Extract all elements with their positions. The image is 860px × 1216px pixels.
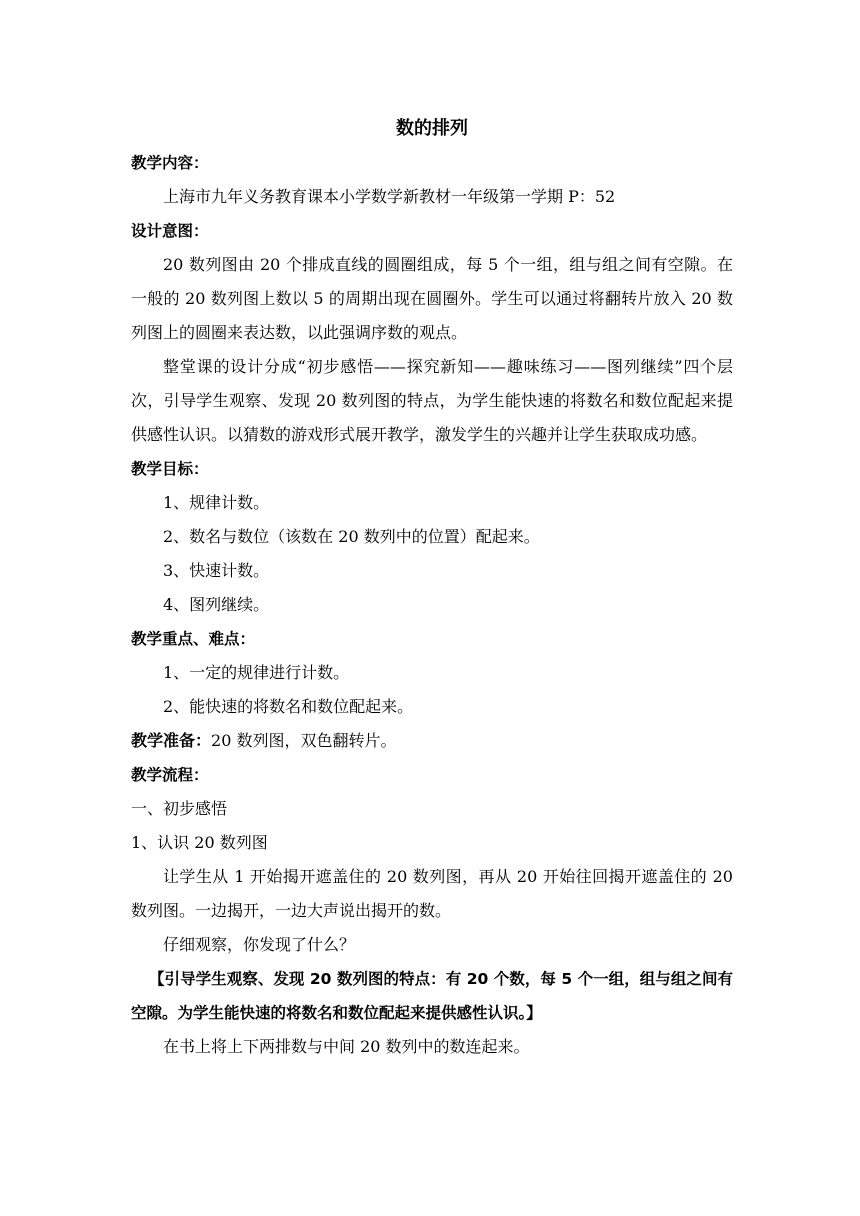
goals-heading: 教学目标：: [131, 460, 209, 478]
flow-note: 【引导学生观察、发现 20 数列图的特点：有 20 个数，每 5 个一组，组与组之间有空隙。为学生能快速的将数名和数位配起来提供感性认识。】: [131, 970, 733, 1022]
flow-step-1: 1、认识 20 数列图: [131, 833, 268, 852]
flow-paragraph-1: 让学生从 1 开始揭开遮盖住的 20 数列图，再从 20 开始往回揭开遮盖住的 20 数列图。一边揭开，一边大声说出揭开的数。: [131, 867, 733, 920]
flow-heading: 教学流程：: [131, 766, 209, 784]
key-point-1: 1、一定的规律进行计数。: [163, 663, 350, 682]
flow-part-1: 一、初步感悟: [131, 799, 228, 818]
goal-item-2: 2、数名与数位（该数在 20 数列中的位置）配起来。: [163, 527, 540, 546]
content-text: 上海市九年义务教育课本小学数学新教材一年级第一学期 P：52: [163, 187, 616, 206]
design-paragraph-2: 整堂课的设计分成“初步感悟——探究新知——趣味练习——图列继续”四个层次，引导学生观察、发现 20 数列图的特点，为学生能快速的将数名和数位配起来提供感性认识。以猜数的游戏形式展开教学，激发学生的兴趣并让学生获取成功感。: [131, 357, 733, 444]
goal-item-3: 3、快速计数。: [163, 561, 270, 580]
preparation-label: 教学准备：: [131, 731, 212, 750]
goal-item-1: 1、规律计数。: [163, 493, 270, 512]
flow-paragraph-3: 在书上将上下两排数与中间 20 数列中的数连起来。: [163, 1037, 530, 1056]
document-title: 数的排列: [396, 118, 468, 139]
preparation-text: 20 数列图，双色翻转片。: [211, 731, 397, 750]
preparation-line: [131, 724, 733, 758]
key-point-2: 2、能快速的将数名和数位配起来。: [163, 697, 414, 716]
content-heading: 教学内容：: [131, 154, 209, 172]
key-points-heading: 教学重点、难点：: [131, 630, 256, 648]
design-heading: 设计意图：: [131, 222, 209, 240]
document-page: [131, 112, 733, 1064]
design-paragraph-1: 20 数列图由 20 个排成直线的圆圈组成，每 5 个一组，组与组之间有空隙。在一般的 20 数列图上数以 5 的周期出现在圆圈外。学生可以通过将翻转片放入 20 数列图上的圆圈来表达数，以此强调序数的观点。: [131, 255, 733, 342]
flow-paragraph-2: 仔细观察，你发现了什么？: [163, 935, 356, 954]
goal-item-4: 4、图列继续。: [163, 595, 270, 614]
